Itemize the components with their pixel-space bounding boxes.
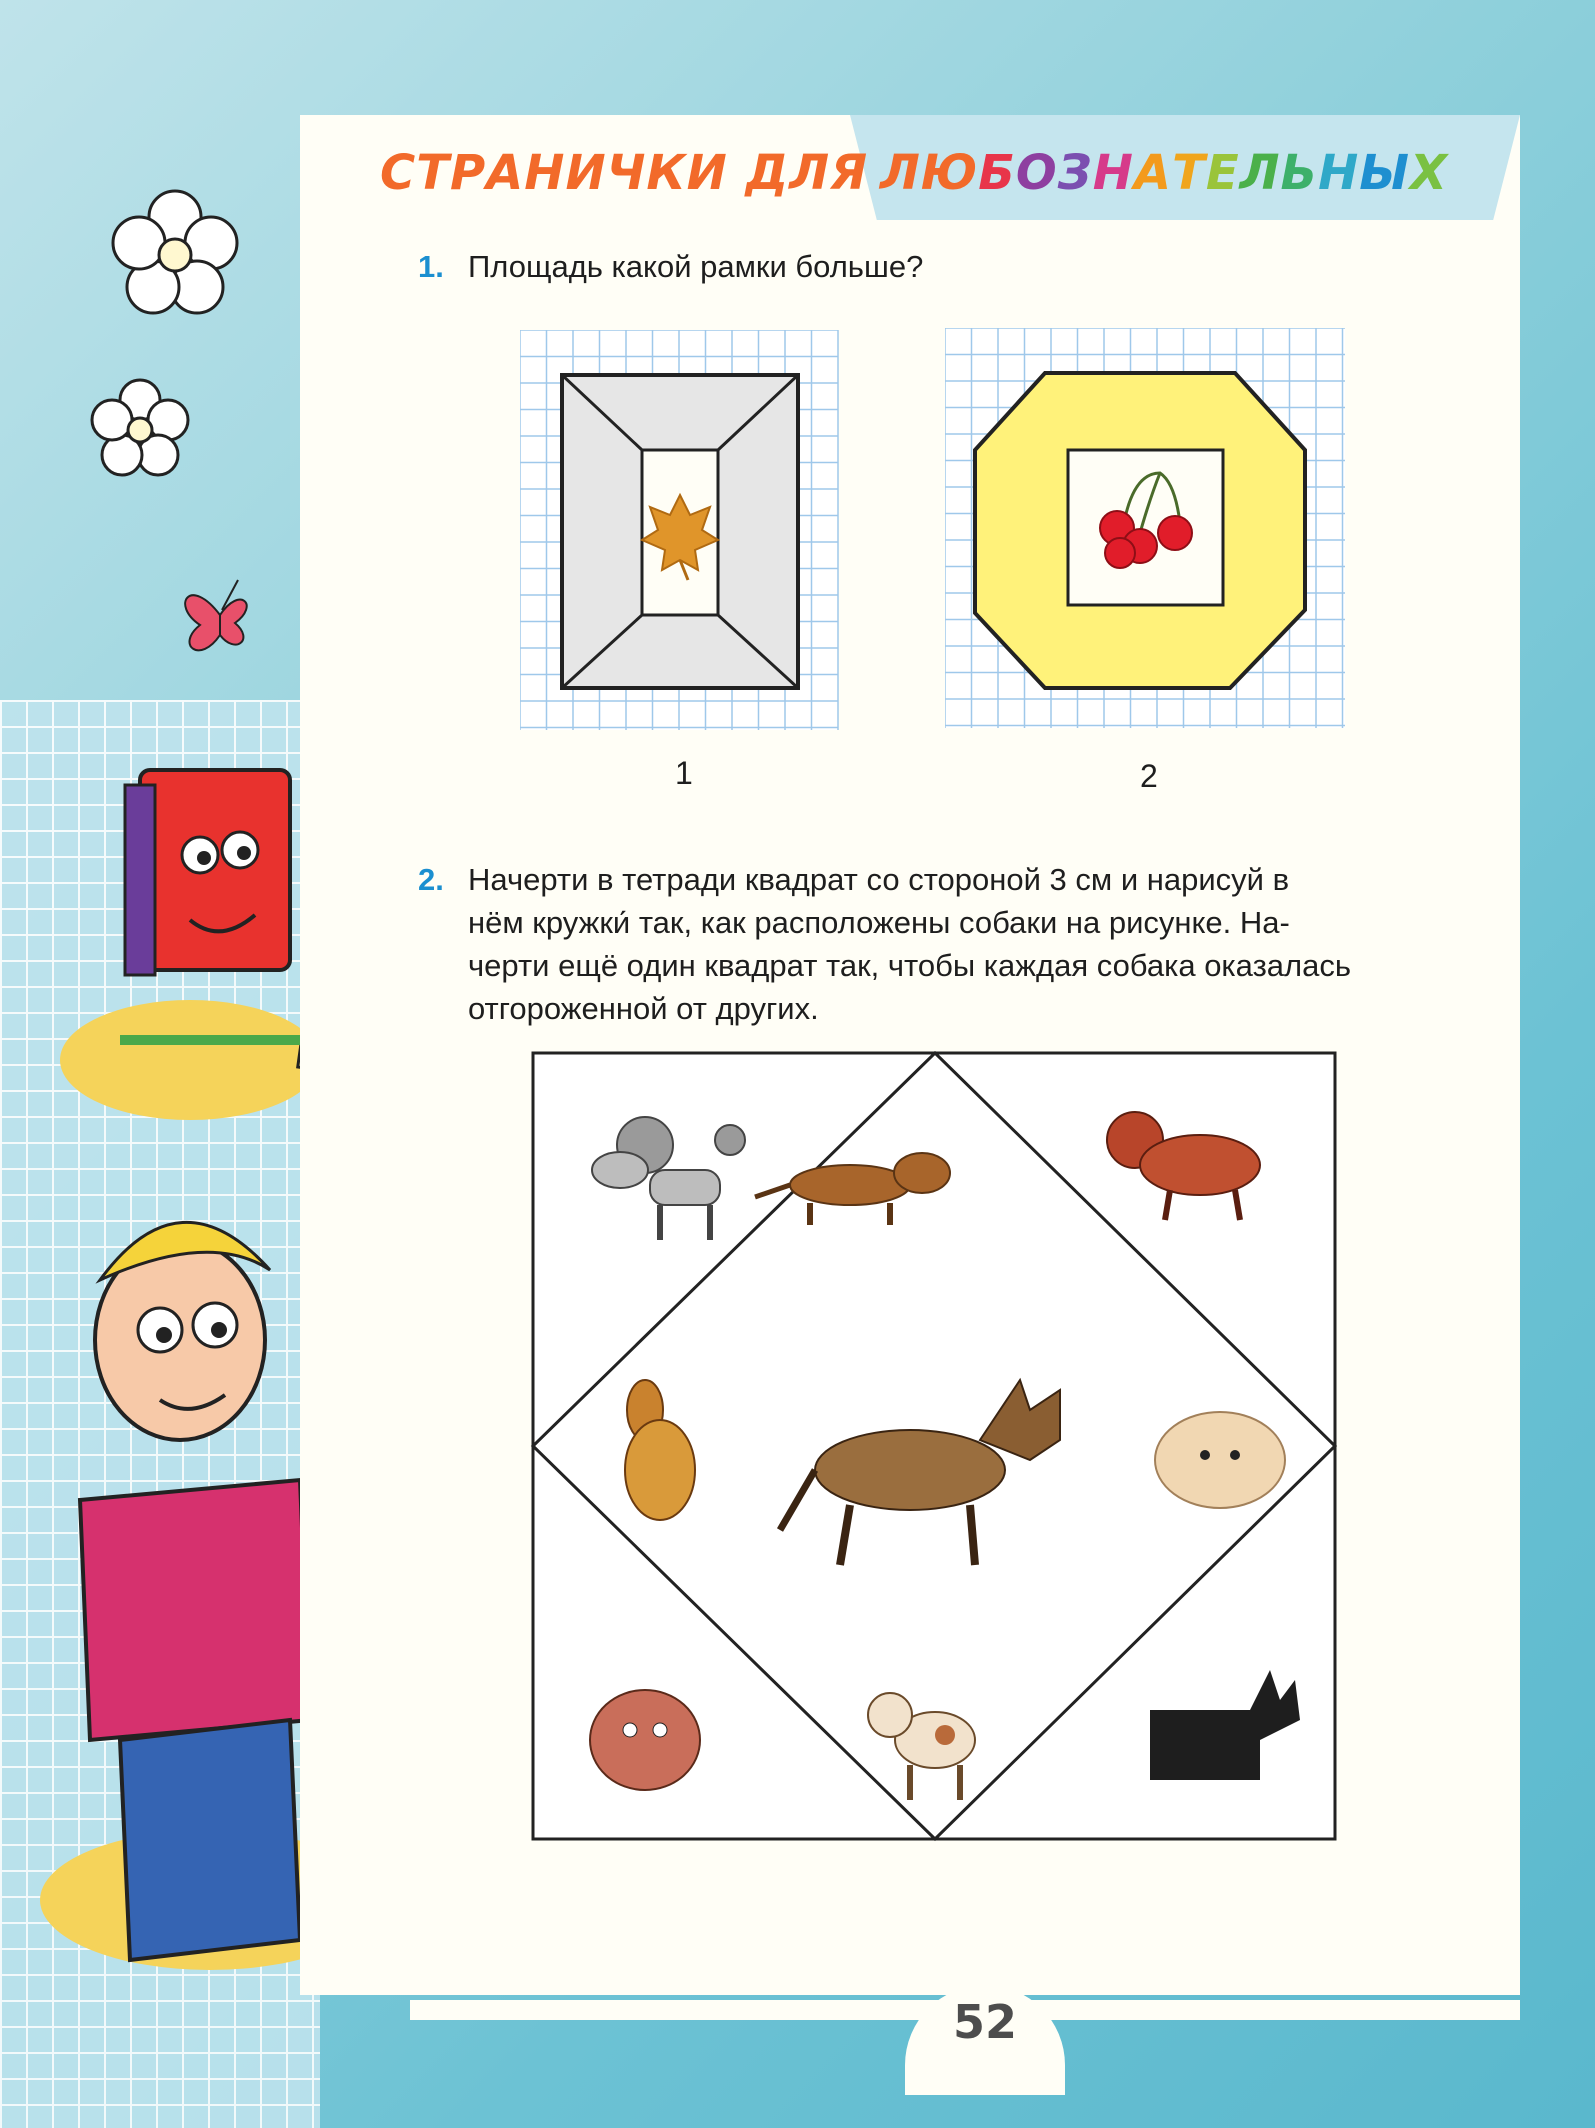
butterfly-icon — [185, 580, 247, 650]
title-letter: Х — [1409, 145, 1448, 201]
task1 — [418, 245, 1468, 288]
task1-number: 1. — [418, 249, 444, 284]
task2 — [418, 858, 1468, 1030]
bulldog-dog-icon — [590, 1690, 700, 1790]
figure1-label: 1 — [675, 755, 693, 791]
title-letter: З — [1057, 145, 1093, 201]
page-number-tab — [905, 1985, 1065, 2095]
dogs-figure — [530, 1050, 1340, 1850]
title-letter: А — [1133, 145, 1173, 201]
flower-icon — [92, 380, 188, 475]
task1-text: Площадь какой рамки больше? — [468, 249, 924, 284]
title-letter: Л — [1239, 145, 1281, 201]
title-letter: Л — [880, 145, 921, 201]
title-letter: Е — [1205, 145, 1240, 201]
figure2-label: 2 — [1140, 758, 1158, 794]
task2-line-4: отгороженной от других. — [468, 991, 819, 1026]
title-letter: Ы — [1359, 145, 1410, 201]
title-letter: Б — [978, 145, 1016, 201]
decorative-illustrations — [0, 0, 320, 2128]
title-letter: О — [1015, 145, 1058, 201]
page-number: 52 — [952, 1995, 1017, 2049]
title-letter: Н — [1092, 145, 1134, 201]
figure1-frame — [520, 330, 840, 730]
boy-character-illustration — [40, 1222, 320, 1970]
task2-line-3: черти ещё один квадрат так, чтобы каждая собака оказалась — [468, 948, 1352, 983]
flower-icon — [113, 191, 237, 313]
title-letter: Т — [1172, 145, 1206, 201]
title-letter: Ю — [920, 145, 979, 201]
title-letter: Н — [1318, 145, 1360, 201]
page-title — [380, 145, 1448, 201]
task2-line-1: Начерти в тетради квадрат со стороной 3 см и нарисуй в — [468, 862, 1290, 897]
task2-line-2: нём кружки́ так, как расположены собаки на рисунке. На- — [468, 905, 1290, 940]
title-letter: Ь — [1280, 145, 1319, 201]
book-character-illustration — [60, 770, 320, 1120]
figure2-frame — [945, 328, 1355, 728]
task2-number: 2. — [418, 862, 444, 897]
shaggy-dog-icon — [1155, 1412, 1285, 1508]
title-part1: СТРАНИЧКИ ДЛЯ — [380, 145, 869, 201]
title-part2 — [880, 145, 1448, 201]
